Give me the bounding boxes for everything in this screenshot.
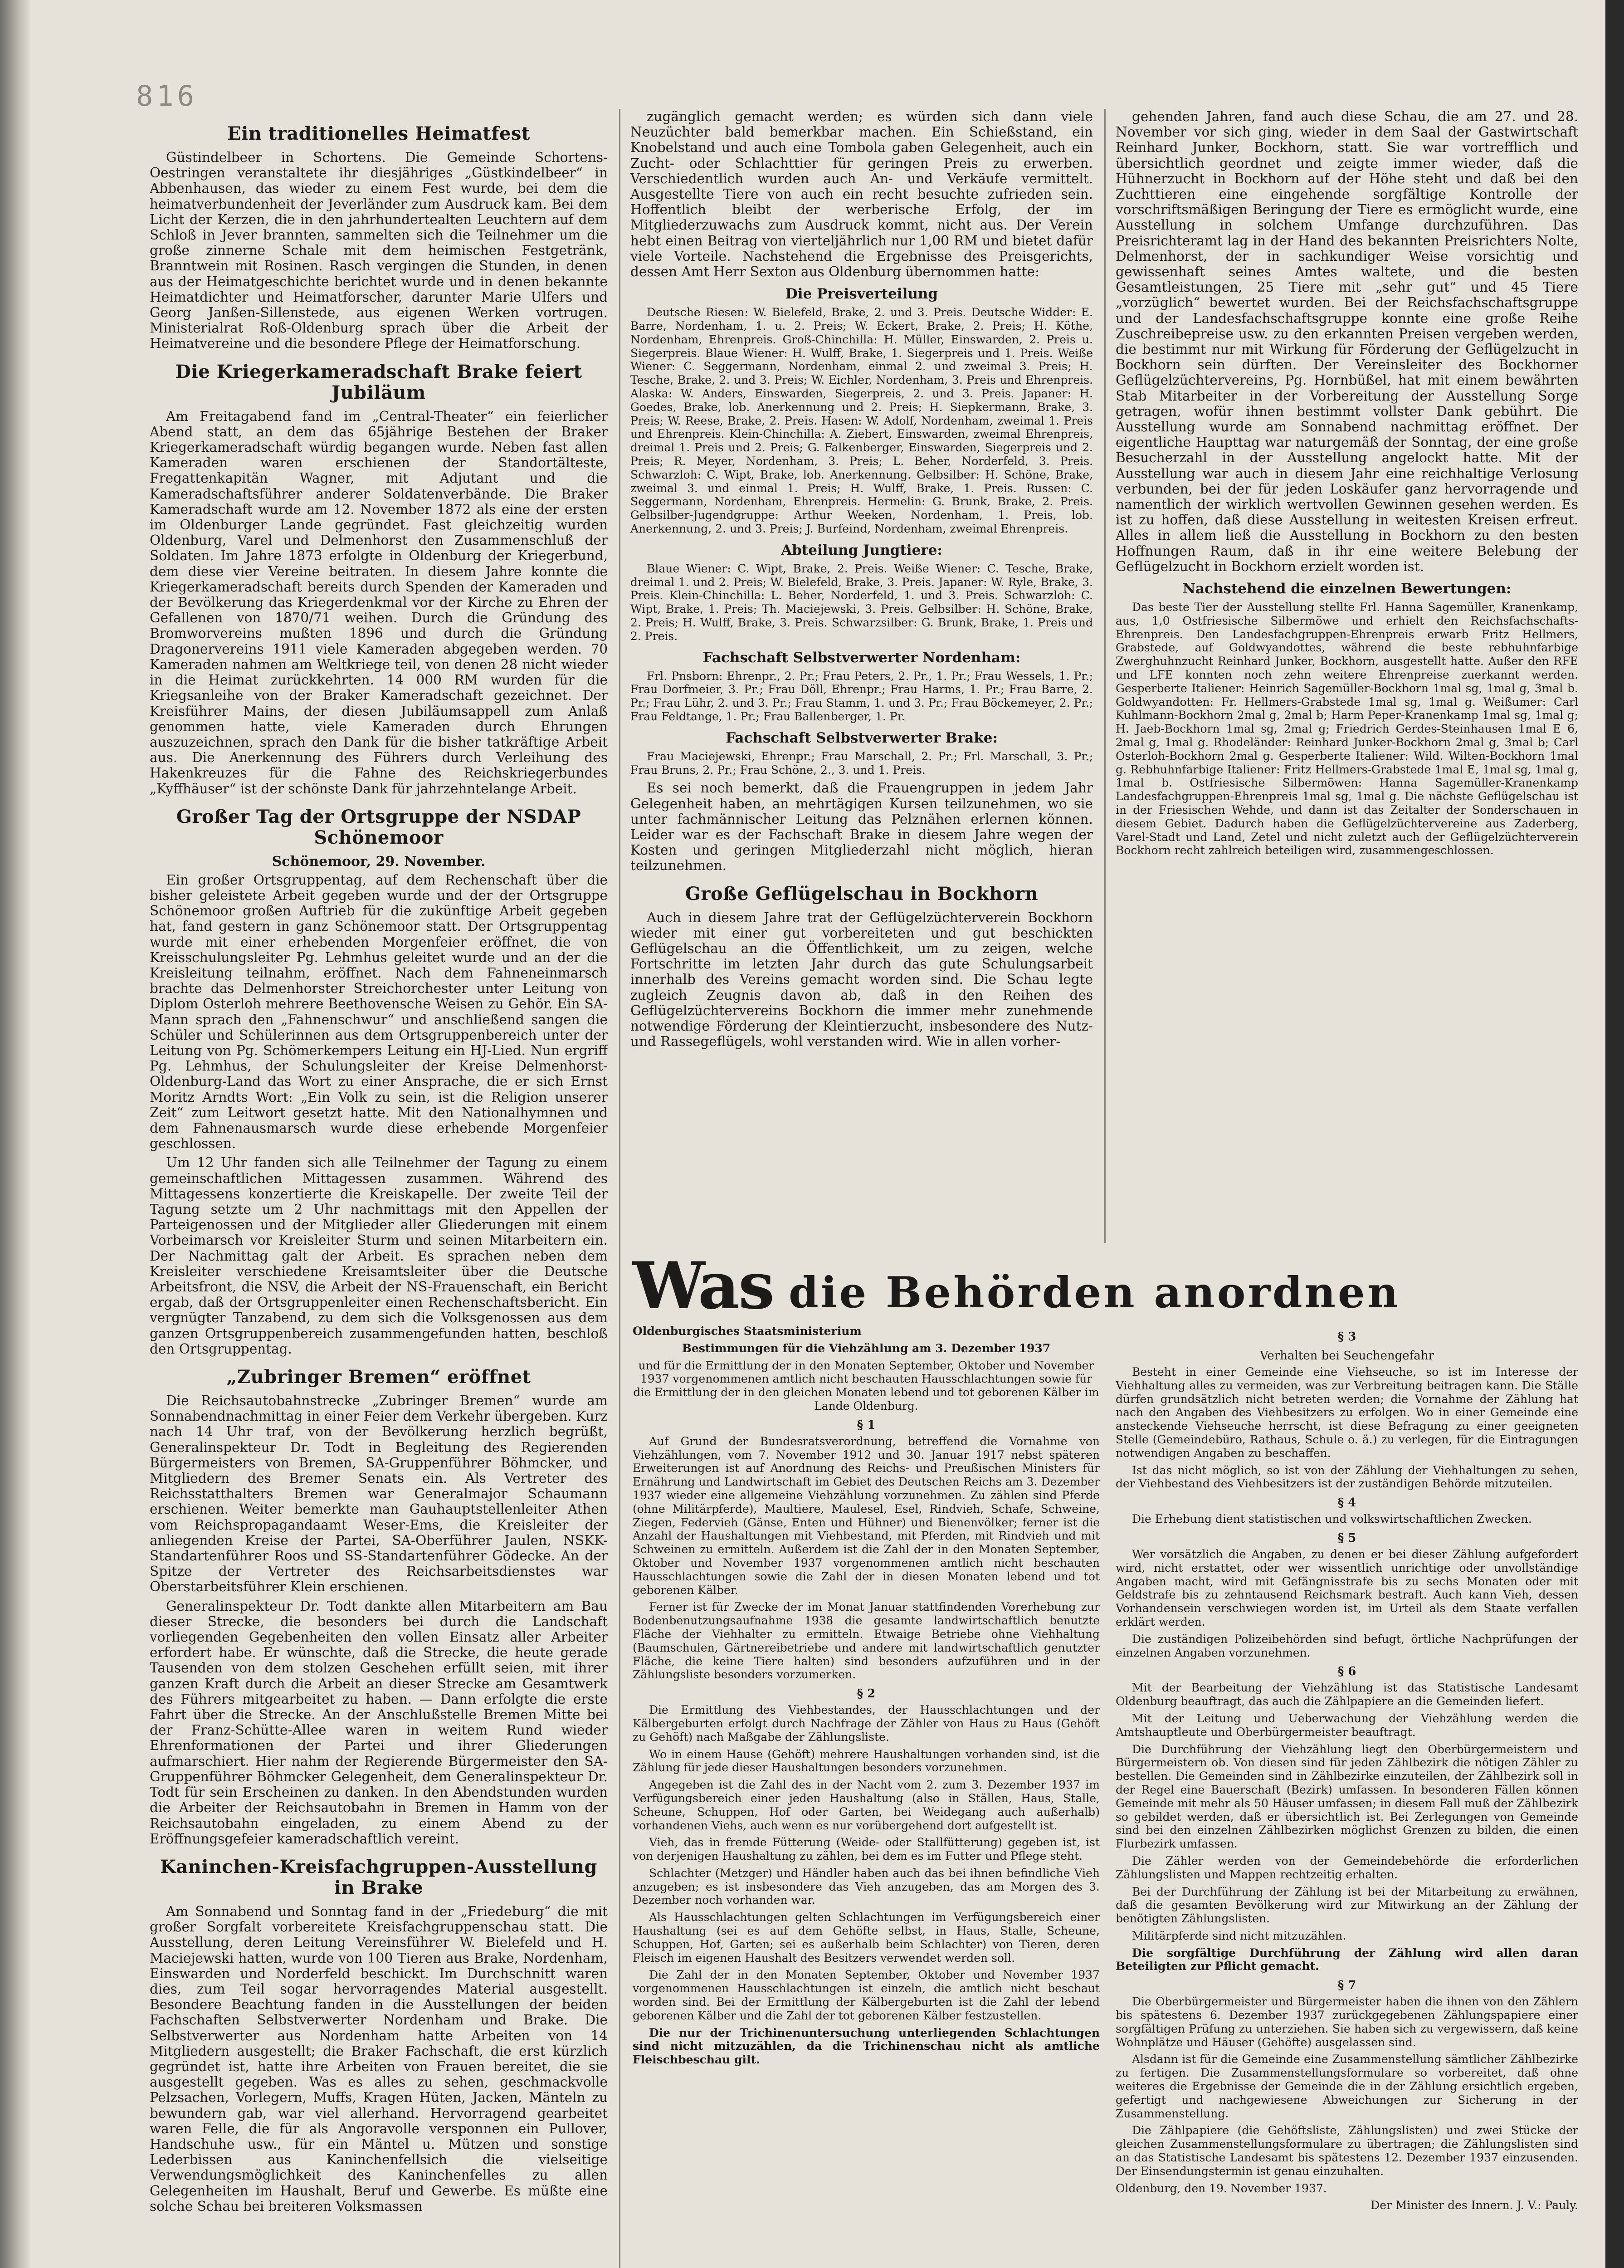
notice-text: Alsdann ist für die Gemeinde eine Zusammenstellung sämtlicher Zählbezirke zu fertigen. Die Zusammenstellungsformulare so vorbereitet, daß ohne weiteres die Ergebnisse der Gemeinde die in der Zählung ersichtlich ergeben, gefertigt und nachgewiesene Abweichungen zur Sicherung in der Zusammenstellung. [1116,2053,1578,2120]
banner-big-word: Was [633,1248,774,1324]
notice-text: Die Durchführung der Viehzählung liegt den Oberbürgermeistern und Bürgermeistern ob. Von diesen sind für jeden Zählbezirk die nötigen Zähler zu bestellen. Die Gemeinden sind in Zählbezirke einzuteilen, der Zählbezirk soll in der Regel eine Bauerschaft (Bezirk) umfassen. In besonderen Fällen können Gemeinde mit mehr als 50 Häuser umfassen; in diesem Fall muß der Zählbezirk so gebildet werden, daß er übersichtlich ist. Bei Zerlegungen von Gemeinde sind bei den einzelnen Zählbezirken möglichst Grenzen zu bilden, die einen Flurbezirk umfassen. [1116,1742,1578,1851]
notice-text: Die sorgfältige Durchführung der Zählung wird allen daran Beteiligten zur Pflicht gemacht. [1116,1946,1578,1973]
book-binding [0,0,32,2268]
prize-list: Frau Maciejewski, Ehrenpr.; Frau Marschall, 2. Pr.; Frl. Marschall, 3. Pr.; Frau Bruns, 2. Pr.; Frau Schöne, 2., 3. und 1. Preis. [630,749,1093,777]
notice-text: Bei der Durchführung der Zählung ist bei der Mitarbeitung zu erwähnen, daß die gesamten Bevölkerung wird zur Mitwirkung an der Zählung der benötigten Zählungslisten. [1116,1885,1578,1926]
notice-text: Die nur der Trichinenuntersuchung unterliegenden Schlachtungen sind nicht mitzuzählen, da die Trichinenschau nicht als amtliche Fleischbeschau gilt. [633,2026,1100,2067]
section-subtitle: Verhalten bei Seuchengefahr [1260,1349,1434,1363]
page-number: 816 [136,79,198,112]
notice-text: Die Zählpapiere (die Gehöftsliste, Zählungslisten) und zwei Stücke der gleichen Zusammenstellungsformulare zu übertragen; die Zählungslisten sind an das Statistische Landesamt bis spätestens 12. Dezember 1937 einzusenden. Der Einsendungstermin ist genau einzuhalten. [1116,2124,1578,2178]
section-mark: § 1 [857,1418,876,1432]
dateline: Schönemoor, 29. November. [272,853,486,870]
section-mark: § 5 [1337,1531,1356,1545]
column-3 [1116,109,1578,1243]
notice-text: Mit der Bearbeitung der Viehzählung ist das Statistische Landesamt Oldenburg beauftragt, das auch die Zählpapiere an die Gemeinden liefert. [1116,1681,1578,1708]
notice-text: Die zuständigen Polizeibehörden sind befugt, örtliche Nachprüfungen der einzelnen Angaben vorzunehmen. [1116,1632,1578,1659]
article-body: Auch in diesem Jahre trat der Geflügelzüchterverein Bockhorn wieder mit einer gut vorbereiteten und gut beschickten Geflügelschau an die Öffentlichkeit, um zu zeigen, welche Fortschritte im letzten Jahr durch das gute Schulungsarbeit innerhalb des Vereins gemacht worden sind. Die Schau legte zugleich Zeugnis davon ab, daß in den Reihen des Geflügelzüchtervereins Bockhorn die immer mehr zunehmende notwendige Förderung der Kleintierzucht, insbesondere des Nutz- und Rassegeflügels, wohl verstanden wird. Wie in allen vorher- [630,909,1093,1050]
notice-signature: Der Minister des Innern. J. V.: Pauly. [1370,2199,1578,2212]
article-body: Am Freitagabend fand im „Central-Theater“ ein feierlicher Abend statt, an dem das 65jährige Bestehen der Braker Kriegerkameradschaft würdig begangen wurde. Neben fast allen Kameraden waren erschienen der Standortälteste, Fregattenkapitän Wagner, mit Adjutant und die Kameradschaftsführer anderer Soldatenverbände. Die Braker Kameradschaft wurde am 12. November 1872 als eine der ersten im Oldenburger Lande gegründet. Fast gleichzeitig wurden Oldenburg, Varel und Delmenhorst den Zusammenschluß der Soldaten. Im Jahre 1873 erfolgte in Oldenburg der Kriegerbund, dem diese vier Vereine beitraten. In diesem Jahre konnte die Kriegerkameradschaft bereits durch Spenden der Kameraden und der Bevölkerung das Kriegerdenkmal vor der Kirche zu Ehren der Gefallenen von 1870/71 weihen. Durch die Gründung des Bromworvereins mußten 1896 und durch die Gründung Dragonervereins 1911 viele Kameraden abgegeben werden. 70 Kameraden nahmen am Weltkriege teil, von denen 28 nicht wieder in die Heimat zurückkehrten. 14 000 RM wurden für die Kriegsanleihe von der Braker Kameradschaft gezeichnet. Der Kreisführer Mains, der diesen Jubiläumsappell zum Anlaß genommen hatte, viele Kameraden durch Ehrungen auszuzeichnen, sprach den Dank für die bisher tatkräftige Arbeit aus. Die Anerkennung des Führers durch Verleihung des Hakenkreuzes für die Fahne des Reichskriegerbundes „Kyffhäuser“ ist der schönste Dank für jahrzehntelange Arbeit. [150,408,608,797]
subheading: Abteilung Jungtiere: [781,542,942,558]
article-body: zugänglich gemacht werden; es würden sich dann viele Neuzüchter bald bemerkbar machen. Ein Schießstand, ein Knobelstand und auch eine Tombola gaben Gelegenheit, auch ein Zucht- oder Schlachttier für geringen Preis zu erwerben. Verschiedentlich wurden auch An- und Verkäufe vermittelt. Ausgestellte Tiere von auch ein recht besuchte zufrieden sein. Hoffentlich bleibt der werberische Erfolg, der im Mitgliederzuwachs zum Ausdruck kommt, nicht aus. Der Verein hebt einen Beitrag von vierteljährlich nur 1,00 RM und bietet dafür viele Vorteile. Nachstehend die Ergebnisse des Preisgerichts, dessen Amt Herr Sexton aus Oldenburg übernommen hatte: [630,109,1093,280]
notice-text: Die Zähler werden von der Gemeindebehörde die erforderlichen Zählungslisten und Mappen rechtzeitig erhalten. [1116,1854,1578,1881]
notice-text: Vieh, das in fremde Fütterung (Weide- oder Stallfütterung) gegeben ist, ist von derjenigen Haushaltung zu zählen, bei dem es im Futter und Pflege steht. [633,1836,1100,1863]
article-body: gehenden Jahren, fand auch diese Schau, die am 27. und 28. November vor sich ging, wieder in dem Saal der Gastwirtschaft Reinhard Junker, Bockhorn, statt. Sie war vortrefflich und übersichtlich geordnet und zeigte immer wieder, daß die Hühnerzucht in Bockhorn auf der Höhe steht und daß bei den Zuchttieren eine eingehende sorgfältige Kontrolle der vorschriftsmäßigen Beringung der Tiere es ermöglicht wurde, eine Ausstellung in solchem Umfange durchzuführen. Das Preisrichteramt lag in der Hand des bekannten Preisrichters Nolte, Delmenhorst, der in sachkundiger Weise vorsichtig und gewissenhaft seines Amtes waltete, und die besten Gesamtleistungen, 25 Tiere mit „sehr gut“ und 45 Tiere „vorzüglich“ bewertet wurden. Bei der Reichsfachschaftsgruppe und der Landesfachschaftsgruppe konnte eine große Reihe Zuschreibepreise usw. zu den erkannten Preisen vergeben werden, die bestimmt nur mit Wirkung für Förderung der Geflügelzucht in Bockhorn sein dürften. Der Vereinsleiter des Bockhorner Geflügelzüchtervereins, Pg. Hornbüßel, hat mit einem bewährten Stab Mitarbeiter in der Vorbereitung der Ausstellung Sorge getragen, wofür ihnen bestimmt vollster Dank gebührt. Die Ausstellung wurde am Sonnabend nachmittag eröffnet. Der eigentliche Haupttag war naturgemäß der Sonntag, der eine große Besucherzahl in der Ausstellung angelockt hatte. Mit der Ausstellung war auch in diesem Jahr eine reichhaltige Verlosung verbunden, bei der für jeden Loskäufer ganz hervorragende und namentlich der wirklich wertvollen Gewinnen gesehen werden. Es ist zu hoffen, daß diese Ausstellung in weitesten Kreisen erfreut. Alles in allem ließ die Ausstellung in Bockhorn zu den besten Hoffnungen Raum, daß in ihr eine weitere Belebung der Geflügelzucht in Bockhorn erzielt worden ist. [1116,109,1578,574]
article-body: Generalinspekteur Dr. Todt dankte allen Mitarbeitern am Bau dieser Strecke, die besonders bei durch die Landschaft vorliegenden Gegebenheiten den vollen Einsatz aller Arbeiter erfordert habe. Er wünschte, daß die Strecke, die heute gerade Tausenden von dem stolzen Geschehen erfüllt seien, mit ihrer ganzen Kraft durch die Arbeit an dieser Strecke am Gesamtwerk des Führers mitgearbeitet zu haben. — Dann erfolgte die erste Fahrt über die Strecke. An der Anschlußstelle Bremen Mitte bei der Franz-Schütte-Allee waren in weitem Rund wieder Ehrenformationen der Partei und ihrer Gliederungen aufmarschiert. Hier nahm der Regierende Bürgermeister den SA-Gruppenführer Böhmcker Gelegenheit, dem Generalinspekteur Dr. Todt für sein Erscheinen zu danken. In den Abendstunden wurden die Arbeiter der Reichsautobahn in Bremen in Hamm von der Reichsautobahn eingeladen, zu einem Abend zu der Eröffnungsgefeier kameradschaftlich vereint. [150,1598,608,1847]
column-rule [1104,109,1106,1243]
article-body: Güstindelbeer in Schortens. Die Gemeinde Schortens-Oestringen veranstaltete ihr diesjähriges „Güstkindelbeer“ in Abbenhausen, das wieder zu einem Fest wurde, bei dem die heimatverbundenheit der Jeverländer zum Ausdruck kam. Bei dem Licht der Kerzen, die in den jahrhundertealten Leuchtern auf dem Schloß in Jever brannten, sammelten sich die Teilnehmer um die große zinnerne Schale mit dem heimischen Festgetränk, Branntwein mit Rosinen. Rasch vergingen die Stunden, in denen aus der Heimatgeschichte berichtet wurde und in denen bekannte Heimatdichter und Heimatforscher, darunter Marie Ulfers und Georg Janßen-Sillenstede, aus eigenen Werken vortrugen. Ministerialrat Roß-Oldenburg sprach über die Arbeit der Heimatvereine und die besondere Pflege der Heimatforschung. [150,150,608,352]
notice-text: Angegeben ist die Zahl des in der Nacht vom 2. zum 3. Dezember 1937 im Verfügungsbereich einer jeden Haushaltung (also in Ställen, Haus, Stalle, Scheune, Schuppen, Hof oder Garten, bei Weidegang auch außerhalb) vorhandenen Viehs, auch wenn es nur vorübergehend dort aufgestellt ist. [633,1778,1100,1832]
prize-list: Blaue Wiener: C. Wipt, Brake, 2. Preis. Weiße Wiener: C. Tesche, Brake, dreimal 1. und 2. Preis; W. Bielefeld, Brake, 3. Preis. Japaner: W. Ryle, Brake, 3. Preis. Klein-Chinchilla: L. Beher, Norderfeld, 1. und 3. Preis. Schwarzloh: C. Wipt, Brake, 1. Preis; Th. Maciejewski, 3. Preis. Gelbsilber: H. Schöne, Brake, 2. Preis; H. Wulff, Brake, 3. Preis. Schwarzsilber: G. Brunk, Brake, 1. Preis und 2. Preis. [630,562,1093,643]
notice-text: Besteht in einer Gemeinde eine Viehseuche, so ist im Interesse der Viehhaltung alles zu vermeiden, was zur Verbreitung beitragen kann. Die Ställe dürfen grundsätzlich nicht betreten werden; die Vornahme der Zählung hat nach den Angaben des Viehbesitzers zu erfolgen. Wo in einer Gemeinde eine ansteckende Viehseuche herrscht, ist diese Befragung zu einer geeigneten Stelle (Gemeindebüro, Rathaus, Schule o. ä.) zu verlegen, für die Eintragungen notwendigen Angaben zu beschaffen. [1116,1365,1578,1460]
banner-title: die Behörden anordnen [789,1268,1401,1318]
headline-kriegerkameradschaft: Die Kriegerkameradschaft Brake feiert Jubiläum [175,361,582,403]
column-2 [630,109,1093,1243]
notice-text: Wo in einem Hause (Gehöft) mehrere Haushaltungen vorhanden sind, ist die Zählung für jede dieser Haushaltungen besonders vorzunehmen. [633,1747,1100,1774]
column-rule [619,109,620,2268]
notice-text: Ferner ist für Zwecke der im Monat Januar stattfindenden Vorerhebung zur Bodenbenutzungsaufnahme 1938 die gesamte landwirtschaftlich benutzte Fläche der Viehhalter zu ermitteln. Etwaige Betriebe ohne Viehhaltung (Baumschulen, Gärtnereibetriebe und andere mit landwirtschaftlich genutzter Fläche, die keine Tiere halten) sind besonders aufzuführen und in der Zählungsliste besonders vorzumerken. [633,1600,1100,1681]
page-edge [1605,0,1624,2268]
headline-ortsgruppe: Großer Tag der Ortsgruppe der NSDAP Schönemoor [176,806,581,848]
subheading: Fachschaft Selbstverwerter Brake: [726,729,998,746]
notice-text: Die Zahl der in den Monaten September, Oktober und November 1937 vorgenommenen Hausschlachtungen ist einzeln, die amtlich nicht beschaut worden sind. Bei der Ermittlung der Kälbergeburten ist die Zahl der lebend geborenen Kälber und die Zahl der tot geborenen Kälber festzustellen. [633,1968,1100,2022]
section-mark: § 6 [1337,1665,1356,1679]
column-1 [150,113,608,2268]
headline-gefluegelschau: Große Geflügelschau in Bockhorn [685,883,1039,904]
notice-title: Bestimmungen für die Viehzählung am 3. Dezember 1937 [682,1341,1051,1355]
notice-text: Militärpferde sind nicht mitzuzählen. [1132,1929,1346,1942]
prize-list: Deutsche Riesen: W. Bielefeld, Brake, 2. und 3. Preis. Deutsche Widder: E. Barre, Nordenham, 1. u. 2. Preis; W. Eckert, Brake, 2. Preis; H. Köthe, Nordenham, Ehrenpreis. Groß-Chinchilla: H. Müller, Einswarden, 2. Preis u. Siegerpreis. Blaue Wiener: H. Wulff, Brake, 1. Siegerpreis und 1. Preis. Weiße Wiener: C. Seggermann, Nordenham, einmal 2. und zweimal 3. Preis; H. Tesche, Brake, 2. und 3. Preis; W. Eichler, Nordenham, 3. Preis und Ehrenpreis. Alaska: W. Anders, Einswarden, Siegerpreis, 2. und 3. Preis. Japaner: H. Goedes, Brake, lob. Anerkennung und 2. Preis; H. Siepkermann, Brake, 3. Preis; W. Reese, Brake, 2. Preis. Hasen: W. Adolf, Nordenham, zweimal 1. Preis und Ehrenpreis. Klein-Chinchilla: A. Ziebert, Einswarden, zweimal Ehrenpreis, dreimal 1. Preis und 2. Preis; G. Falkenberger, Einswarden, Siegerpreis und 2. Preis; R. Meyer, Nordenham, 3. Preis; L. Beher, Norderfeld, 3. Preis. Schwarzloh: C. Wipt, Brake, lob. Anerkennung. Gelbsilber: H. Schöne, Brake, zweimal 3. und einmal 1. Preis; H. Wulff, Brake, 1. Preis. Russen: C. Seggermann, Nordenham, Ehrenpreis. Hermelin: G. Brunk, Brake, 2. Preis. Gelbsilber-Jugendgruppe: Arthur Weeken, Nordenham, 1. Preis, lob. Anerkennung, 2. und 3. Preis; J. Burfeind, Nordenham, zweimal Ehrenpreis. [630,306,1093,535]
official-notice-continued [1116,1325,1578,2268]
headline-kaninchen: Kaninchen-Kreisfachgruppen-Ausstellung in Brake [160,1856,597,1898]
subheading: Die Preisverteilung [785,286,938,303]
section-mark: § 7 [1337,1979,1356,1993]
subheading: Nachstehend die einzelnen Bewertungen: [1182,581,1512,597]
headline-heimatfest: Ein traditionelles Heimatfest [227,123,530,144]
headline-zubringer: „Zubringer Bremen“ eröffnet [226,1366,531,1388]
section-banner [633,1248,1580,1324]
article-body: Es sei noch bemerkt, daß die Frauengruppen in jedem Jahr Gelegenheit haben, an mehrtägigen Kursen teilzunehmen, wo sie unter fachmännischer Leitung das Pelznähen erlernen können. Leider war es der Fachschaft Brake in diesem Jahre wegen der Kosten und geringen Mitgliederzahl nicht möglich, hieran teilzunehmen. [630,780,1093,874]
notice-text: Ist das nicht möglich, so ist von der Zählung der Viehhaltungen zu sehen, der Viehbestand des Viehbesitzers ist der zuständigen Behörde mitzuteilen. [1116,1463,1578,1491]
section-mark: § 2 [857,1687,876,1701]
section-mark: § 4 [1337,1496,1356,1510]
article-body: Die Reichsautobahnstrecke „Zubringer Bremen“ wurde am Sonnabendnachmittag in einer Feier dem Verkehr übergeben. Kurz nach 14 Uhr traf, von der Bevölkerung herzlich begrüßt, Generalinspekteur Dr. Todt in Begleitung des Regierenden Bürgermeisters von Bremen, SA-Gruppenführer Böhmcker, und Mitgliedern des Bremer Senats ein. Als Vertreter des Reichsstatthalters Bremen war Generalmajor Schaumann erschienen. Weiter bemerkte man Gauhauptstellenleiter Athen vom Reichspropagandaamt Weser-Ems, die Kreisleiter der anliegenden Kreise der Partei, SA-Oberführer Jaulen, NSKK-Standartenführer Roos und SS-Standartenführer Gödecke. An der Spitze der Vertreter des Reichsarbeitsdienstes war Oberstarbeitsführer Klein erschienen. [150,1393,608,1595]
article-body: Ein großer Ortsgruppentag, auf dem Rechenschaft über die bisher geleistete Arbeit gegeben wurde und der der Ortsgruppe Schönemoor großen Auftrieb für die zukünftige Arbeit gegeben hat, fand gestern in ganz Schönemoor statt. Der Ortsgruppentag wurde mit einer erhebenden Morgenfeier eröffnet, die von Kreisschulungsleiter Pg. Lehmhus geleitet wurde und an der die Kreisleitung teilnahm, eröffnet. Nach dem Fahneneinmarsch brachte das Delmenhorster Streichorchester unter Leitung von Diplom Osterloh mehrere Beethovensche Weisen zu Gehör. Ein SA-Mann sprach den „Fahnenschwur“ und anschließend sangen die Schüler und Schülerinnen aus dem Ortsgruppenbereich unter der Leitung von Pg. Schömerkempers Leitung ein HJ-Lied. Nun ergriff Pg. Lehmhus, der Schulungsleiter der Kreise Delmenhorst-Oldenburg-Land das Wort zu einer Ansprache, die er sich Ernst Moritz Arndts Wort: „Ein Volk zu sein, ist die Religion unserer Zeit“ zum Leitwort gesetzt hatte. Mit den Nationalhymnen und dem Fahnenausmarsch wurde diese erhebende Morgenfeier geschlossen. [150,872,608,1152]
article-body: Am Sonnabend und Sonntag fand in der „Friedeburg“ die mit großer Sorgfalt vorbereitete Kreisfachgruppenschau statt. Die Ausstellung, deren Leitung Vereinsführer W. Bielefeld und H. Maciejewski hatten, wurde von 100 Tieren aus Brake, Nordenham, Einswarden und Norderfeld beschickt. Im Durchschnitt waren dies, zum Teil sogar hervorragendes Material ausgestellt. Besondere Beachtung fanden in die Ausstellungen der beiden Fachschaften Selbstverwerter Nordenham und Brake. Die Selbstverwerter aus Nordenham hatte Arbeiten von 14 Mitgliedern ausgestellt; die Braker Fachschaft, die erst kürzlich gegründet ist, hatte ihre Arbeiten von Frauen bereitet, die sie ausgestellt gegeben. Was es alles zu sehen, geschmackvolle Pelzsachen, Vorlegern, Muffs, Kragen Hüten, Jacken, Mänteln zu bewundern gab, war viel allerhand. Hervorragend gearbeitet waren Felle, die für als Angoravolle versponnen ein Pullover, Handschuhe usw., für ein Mäntel u. Mützen und sonstige Lederbissen aus Kaninchenfellsich die vielseitige Verwendungsmöglichkeit des Kaninchenfelles zu allen Gelegenheiten im Haushalt, Beruf und Gewerbe. Es müßte eine solche Schau bei breiteren Volksmassen [150,1903,608,2214]
notice-text: Auf Grund der Bundesratsverordnung, betreffend die Vornahme von Viehzählungen, vom 7. November 1912 und 30. Januar 1917 nebst späteren Erweiterungen ist auf Anordnung des Reichs- und Preußischen Ministers für Ernährung und Landwirtschaft im Gebiet des Deutschen Reichs am 3. Dezember 1937 wieder eine allgemeine Viehzählung vorzunehmen. Zu zählen sind Pferde (ohne Militärpferde), Maultiere, Maulesel, Esel, Rindvieh, Schafe, Schweine, Ziegen, Federvieh (Gänse, Enten und Hühner) und Bienenvölker; ferner ist die Anzahl der Haushaltungen mit Viehbestand, mit Pferden, mit Rindvieh und mit Schweinen zu ermitteln. Außerdem ist die Zahl der in den Monaten September, Oktober und November 1937 vorgenommenen amtlich nicht beschauten Hausschlachtungen sowie die Zahl der in diesen Monaten lebend und tot geborenen Kälber. [633,1434,1100,1597]
subheading: Fachschaft Selbstverwerter Nordenham: [702,649,1021,666]
notice-date: Oldenburg, den 19. November 1937. [1116,2181,1327,2195]
section-mark: § 3 [1337,1330,1356,1344]
article-body: Um 12 Uhr fanden sich alle Teilnehmer der Tagung zu einem gemeinschaftlichen Mittagessen zusammen. Während des Mittagessens konzertierte die Kreiskapelle. Der zweite Teil der Tagung setzte um 2 Uhr nachmittags mit den Appellen der Parteigenossen und der Mitglieder aller Gliederungen mit einem Vorbeimarsch vor Kreisleiter Sturm und seinen Mitarbeitern ein. Der Nachmittag galt der Arbeit. Es sprachen neben dem Kreisleiter verschiedene Kreisamtsleiter über die Deutsche Arbeitsfront, die NSV, die Arbeit der NS-Frauenschaft, ein Bericht ergab, daß der Ortsgruppenleiter einen Rechenschaftsbericht. Ein vergnügter Tanzabend, zu dem sich die Volksgenossen aus dem ganzen Ortsgruppenbereich zusammengefunden hatten, beschloß den Ortsgruppentag. [150,1155,608,1357]
notice-text: Als Hausschlachtungen gelten Schlachtungen im Verfügungsbereich einer Haushaltung (sei es auf dem Gehöfte selbst, in Haus, Stalle, Scheune, Schuppen, Hof, Garten; sei es außerhalb beim Schlachter) von Tieren, deren Fleisch im eigenen Haushalt des Besitzers verwendet werden soll. [633,1911,1100,1965]
notice-text: Mit der Leitung und Ueberwachung der Viehzählung werden die Amtshauptleute und Oberbürgermeister beauftragt. [1116,1711,1578,1739]
notice-text: Wer vorsätzlich die Angaben, zu denen er bei dieser Zählung aufgefordert wird, nicht erstattet, oder wer wissentlich unrichtige oder unvollständige Angaben macht, wird mit Gefängnisstrafe bis zu sechs Monaten oder mit Geldstrafe bis zu zehntausend Reichsmark bestraft. Auch kann Vieh, dessen Vorhandensein verschwiegen worden ist, im Urteil als dem Staate verfallen erklärt werden. [1116,1547,1578,1628]
notice-text: Schlachter (Metzger) und Händler haben auch das bei ihnen befindliche Vieh anzugeben; es ist insbesondere das Vieh anzugeben, das am Morgen des 3. Dezember noch vorhanden war. [633,1866,1100,1907]
results-list: Das beste Tier der Ausstellung stellte Frl. Hanna Sagemüller, Kranenkamp, aus, 1,0 Ostfriesische Silbermöwe und erhielt den Reichsfachschafts-Ehrenpreis. Den Landesfachgruppen-Ehrenpreis erwarb Fritz Hellmers, Grabstede, auf Goldwyandottes, während die beste rebhuhnfarbige Zwerghuhnzucht Reinhard Junker, Bockhorn, ausgestellt hatte. Außer den RFE und LFE konnten noch zehn weitere Ehrenpreise zuerkannt werden. Gesperberte Italiener: Heinrich Sagemüller-Bockhorn 1mal sg, 1mal g, 3mal b. Goldwyandotten: Fr. Hellmers-Grabstede 1mal sg, 1mal g. Weißumer: Carl Kuhlmann-Bockhorn 2mal g, 2mal b; Harm Peper-Kranenkamp 1mal sg, 1mal g; H. Jaeb-Bockhorn 1mal sg, 2mal g; Friedrich Gerdes-Steinhausen 1mal E 6, 2mal g, 1mal g. Rhodeländer: Reinhard Junker-Bockhorn 2mal g, 3mal b; Carl Osterloh-Bockhorn 2mal g. Gesperberte Italiener: Wild. Wilten-Bockhorn 1mal g. Rebhuhnfarbige Italiener: Fritz Hellmers-Grabstede 1mal E, 1mal sg, 1mal g, 1mal b. Ostfriesische Silbermöwen: Hanna Sagemüller-Kranenkamp Landesfachgruppen-Ehrenpreis 1mal sg, 1mal g. Die nächste Geflügelschau ist in der Friesischen Wehde, und dann ist das Zeitalter der Sonderschauen in diesem Gebiet. Dadurch haben die Geflügelzüchtervereine aus Zaderberg, Varel-Stadt und Land, Zetel und nicht zuletzt auch der Geflügelzüchterverein Bockhorn recht zahlreich beteiligen wird, zusammengeschlossen. [1116,601,1578,857]
prize-list: Frl. Pnsborn: Ehrenpr., 2. Pr.; Frau Peters, 2. Pr., 1. Pr.; Frau Wessels, 1. Pr.; Frau Dorfmeier, 3. Pr.; Frau Döll, Ehrenpr.; Frau Harms, 1. Pr.; Frau Barre, 2. Pr.; Frau Lühr, 2. und 3. Pr.; Frau Stamm, 1. und 3. Pr.; Frau Böckemeyer, 2. Pr.; Frau Feldtange, 1. Pr.; Frau Ballenberger, 1. Pr. [630,669,1093,723]
notice-org: Oldenburgisches Staatsministerium [633,1325,862,1338]
notice-text: Die Oberbürgermeister und Bürgermeister haben die ihnen von den Zählern bis spätestens 6. Dezember 1937 zurückgegebenen Zählungspapiere einer sorgfältigen Prüfung zu unterziehen. Sie haben sich zu vergewissern, daß keine Wohnplätze und Häuser (Gehöfte) ausgelassen sind. [1116,1995,1578,2049]
notice-text: Die Ermittlung des Viehbestandes, der Hausschlachtungen und der Kälbergeburten erfolgt durch Nachfrage der Zähler von Haus zu Haus (Gehöft zu Gehöft) nach Maßgabe der Zählungsliste. [633,1703,1100,1744]
official-notice [633,1325,1100,2268]
notice-subtitle: und für die Ermittlung der in den Monaten September, Oktober und November 1937 vorgenommenen amtlich nicht beschauten Hausschlachtungen sowie für die Ermittlung der in den gleichen Monaten lebend und tot geborenen Kälber im Lande Oldenburg. [633,1359,1099,1413]
notice-text: Die Erhebung dient statistischen und volkswirtschaftlichen Zwecken. [1132,1512,1532,1526]
